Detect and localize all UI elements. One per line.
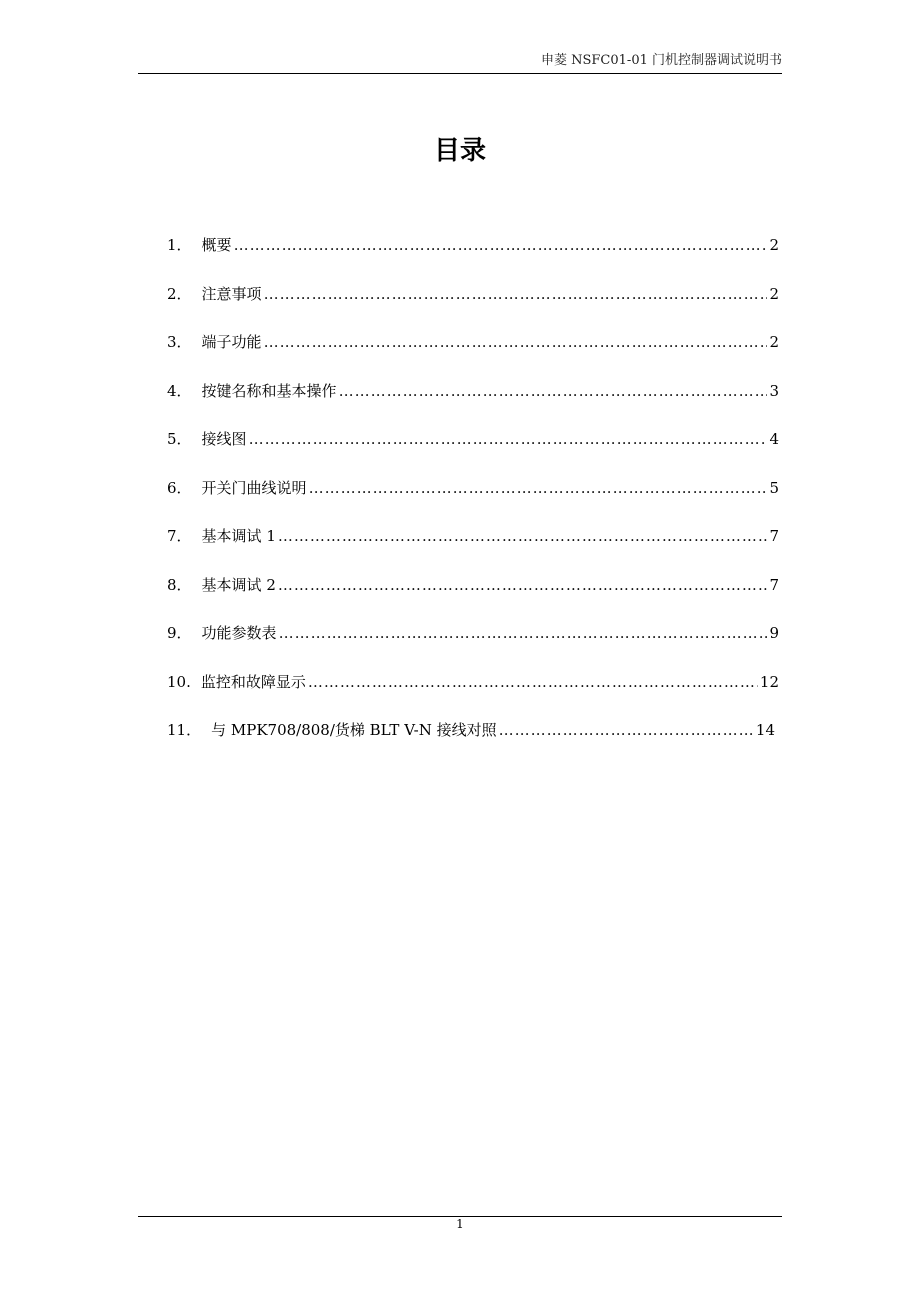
- toc-entry-page: 14: [755, 721, 775, 739]
- toc-entry-monitor-faults[interactable]: [167, 671, 779, 720]
- toc-dot-leader: [278, 525, 768, 547]
- toc-entry-number: 4．: [167, 381, 192, 400]
- toc-entry-number: 8．: [167, 575, 192, 594]
- table-of-contents: [167, 234, 779, 768]
- toc-dot-leader: [308, 671, 758, 693]
- toc-dot-leader: [499, 719, 754, 741]
- toc-entry-wiring-comparison[interactable]: [167, 719, 775, 768]
- toc-entry-page: 2: [769, 333, 779, 351]
- toc-entry-page: 7: [769, 575, 779, 594]
- toc-dot-leader: [278, 574, 768, 596]
- toc-entry-basic-debug-2[interactable]: [167, 574, 779, 623]
- toc-entry-page: 7: [769, 527, 779, 545]
- toc-entry-page: 2: [769, 284, 779, 303]
- toc-heading: 目录: [433, 136, 486, 166]
- toc-entry-label: 功能参数表: [201, 624, 277, 642]
- toc-entry-number: 7．: [167, 527, 192, 545]
- toc-dot-leader: [234, 234, 768, 256]
- document-header-title: 申菱 NSFC01-01 门机控制器调试说明书: [541, 53, 782, 68]
- toc-entry-label: 按键名称和基本操作: [201, 381, 337, 400]
- toc-entry-label: 基本调试 2: [201, 575, 276, 594]
- toc-entry-parameter-table[interactable]: [167, 622, 779, 671]
- toc-entry-label: 注意事项: [201, 284, 262, 303]
- toc-entry-number: 9．: [167, 624, 192, 642]
- toc-dot-leader: [249, 428, 768, 450]
- toc-entry-precautions[interactable]: [167, 283, 779, 332]
- toc-entry-number: 2．: [167, 284, 192, 303]
- toc-entry-page: 3: [769, 381, 779, 400]
- header-divider: [138, 73, 782, 74]
- toc-entry-number: 11．: [167, 721, 202, 739]
- toc-entry-page: 2: [769, 236, 779, 254]
- toc-entry-label: 端子功能: [201, 333, 262, 351]
- toc-entry-number: 6．: [167, 478, 192, 497]
- toc-entry-page: 9: [769, 624, 779, 642]
- toc-entry-keys-operation[interactable]: [167, 380, 779, 429]
- toc-entry-page: 12: [759, 672, 779, 691]
- toc-entry-wiring-diagram[interactable]: [167, 428, 779, 477]
- toc-entry-label: 与 MPK708/808/货梯 BLT V-N 接线对照: [211, 721, 497, 739]
- toc-entry-label: 概要: [201, 236, 232, 254]
- toc-entry-number: 5．: [167, 430, 192, 448]
- toc-dot-leader: [264, 283, 768, 305]
- toc-entry-label: 基本调试 1: [201, 527, 276, 545]
- page-number: 1: [456, 1217, 464, 1231]
- toc-entry-overview[interactable]: [167, 234, 779, 283]
- toc-entry-basic-debug-1[interactable]: [167, 525, 779, 574]
- toc-entry-number: 1．: [167, 236, 192, 254]
- toc-dot-leader: [339, 380, 768, 402]
- toc-dot-leader: [309, 477, 768, 499]
- toc-entry-label: 接线图: [201, 430, 247, 448]
- toc-dot-leader: [264, 331, 768, 353]
- toc-entry-terminal-functions[interactable]: [167, 331, 779, 380]
- toc-entry-door-curve[interactable]: [167, 477, 779, 526]
- toc-entry-label: 开关门曲线说明: [201, 478, 307, 497]
- toc-entry-number: 10.: [167, 672, 191, 691]
- toc-entry-label: 监控和故障显示: [200, 672, 306, 691]
- toc-entry-page: 5: [769, 478, 779, 497]
- toc-entry-number: 3．: [167, 333, 192, 351]
- toc-dot-leader: [279, 622, 768, 644]
- toc-entry-page: 4: [769, 430, 779, 448]
